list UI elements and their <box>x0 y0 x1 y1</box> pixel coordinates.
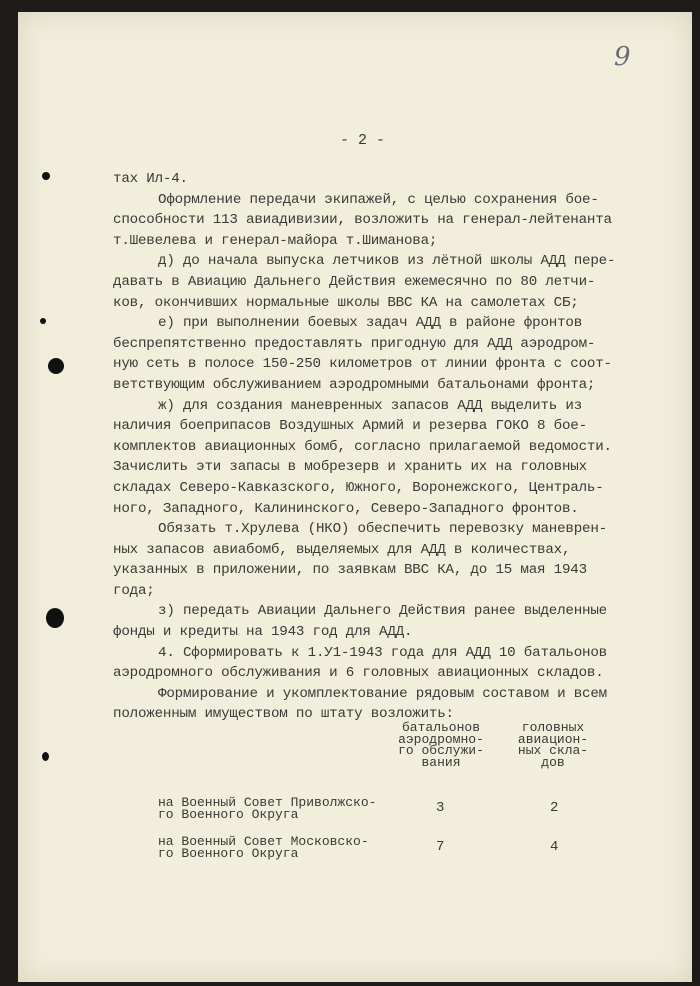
text-line: положенным имуществом по штату возложить: <box>113 706 454 723</box>
text-line: складах Северо-Кавказского, Южного, Воронежского, Централь- <box>113 479 604 496</box>
ink-speck <box>42 752 49 761</box>
text-line: комплектов авиационных бомб, согласно прилагаемой ведомости. <box>113 438 612 455</box>
row-label: на Военный Совет Московско- го Военного Округа <box>158 834 369 861</box>
page-number: - 2 - <box>340 132 386 149</box>
ink-speck <box>42 172 50 180</box>
text-line: ков, окончивших нормальные школы ВВС КА на самолетах СБ; <box>113 294 579 311</box>
document-body <box>113 169 673 725</box>
text-line: ж) для создания маневренных запасов АДД выделить из <box>158 397 583 414</box>
column-header-warehouses: головных авиацион- ных скла- дов <box>517 720 589 770</box>
text-line: указанных в приложении, по заявкам ВВС КА, до 15 мая 1943 <box>113 562 587 579</box>
battalions-value: 3 <box>436 800 445 816</box>
text-line: Зачислить эти запасы в мобрезерв и хранить их на головных <box>113 459 587 476</box>
text-line: ных запасов авиабомб, выделяемых для АДД в количествах, <box>113 541 571 558</box>
text-line: аэродромного обслуживания и 6 головных авиационных складов. <box>113 665 604 682</box>
text-line: т.Шевелева и генерал-майора т.Шиманова; <box>113 232 438 249</box>
text-line: тах Ил-4. <box>113 171 188 187</box>
row-label: на Военный Совет Приволжско- го Военного Округа <box>158 795 377 822</box>
text-line: Оформление передачи экипажей, с целью сохранения бое- <box>158 191 599 208</box>
warehouses-value: 4 <box>550 839 559 855</box>
punch-hole-mark <box>48 358 64 374</box>
ink-speck <box>40 318 46 324</box>
text-line: года; <box>113 582 155 599</box>
text-line: Формирование и укомплектование рядовым составом и всем <box>158 685 607 702</box>
battalions-value: 7 <box>436 839 445 855</box>
text-line: Обязать т.Хрулева (НКО) обеспечить перевозку маневрен- <box>158 521 607 538</box>
text-line: д) до начала выпуска летчиков из лётной школы АДД пере- <box>158 253 616 270</box>
table-row <box>158 836 638 862</box>
text-line: 4. Сформировать к 1.У1-1943 года для АДД 10 батальонов <box>158 644 607 661</box>
text-line: ную сеть в полосе 150-250 километров от линии фронта с соот- <box>113 356 612 373</box>
text-line: ного, Западного, Калининского, Северо-Западного фронтов. <box>113 500 579 517</box>
text-line: беспрепятственно предоставлять пригодную для АДД аэродром- <box>113 335 596 352</box>
text-line: фонды и кредиты на 1943 год для АДД. <box>113 624 413 641</box>
column-header-battalions: батальонов аэродромно- го обслужи- вания <box>398 720 484 770</box>
text-line: наличия боеприпасов Воздушных Армий и резерва ГОКО 8 бое- <box>113 418 587 435</box>
table-row <box>158 797 638 823</box>
text-line: давать в Авиацию Дальнего Действия ежемесячно по 80 летчи- <box>113 273 596 290</box>
handwritten-folio-number: 9 <box>614 42 631 72</box>
document-page <box>18 12 692 982</box>
text-line: способности 113 авиадивизии, возложить на генерал-лейтенанта <box>113 212 612 229</box>
punch-hole-mark <box>46 608 64 628</box>
text-line: з) передать Авиации Дальнего Действия ранее выделенные <box>158 603 607 620</box>
warehouses-value: 2 <box>550 800 559 816</box>
text-line: ветствующим обслуживанием аэродромными батальонами фронта; <box>113 376 596 393</box>
text-line: е) при выполнении боевых задач АДД в районе фронтов <box>158 315 583 332</box>
